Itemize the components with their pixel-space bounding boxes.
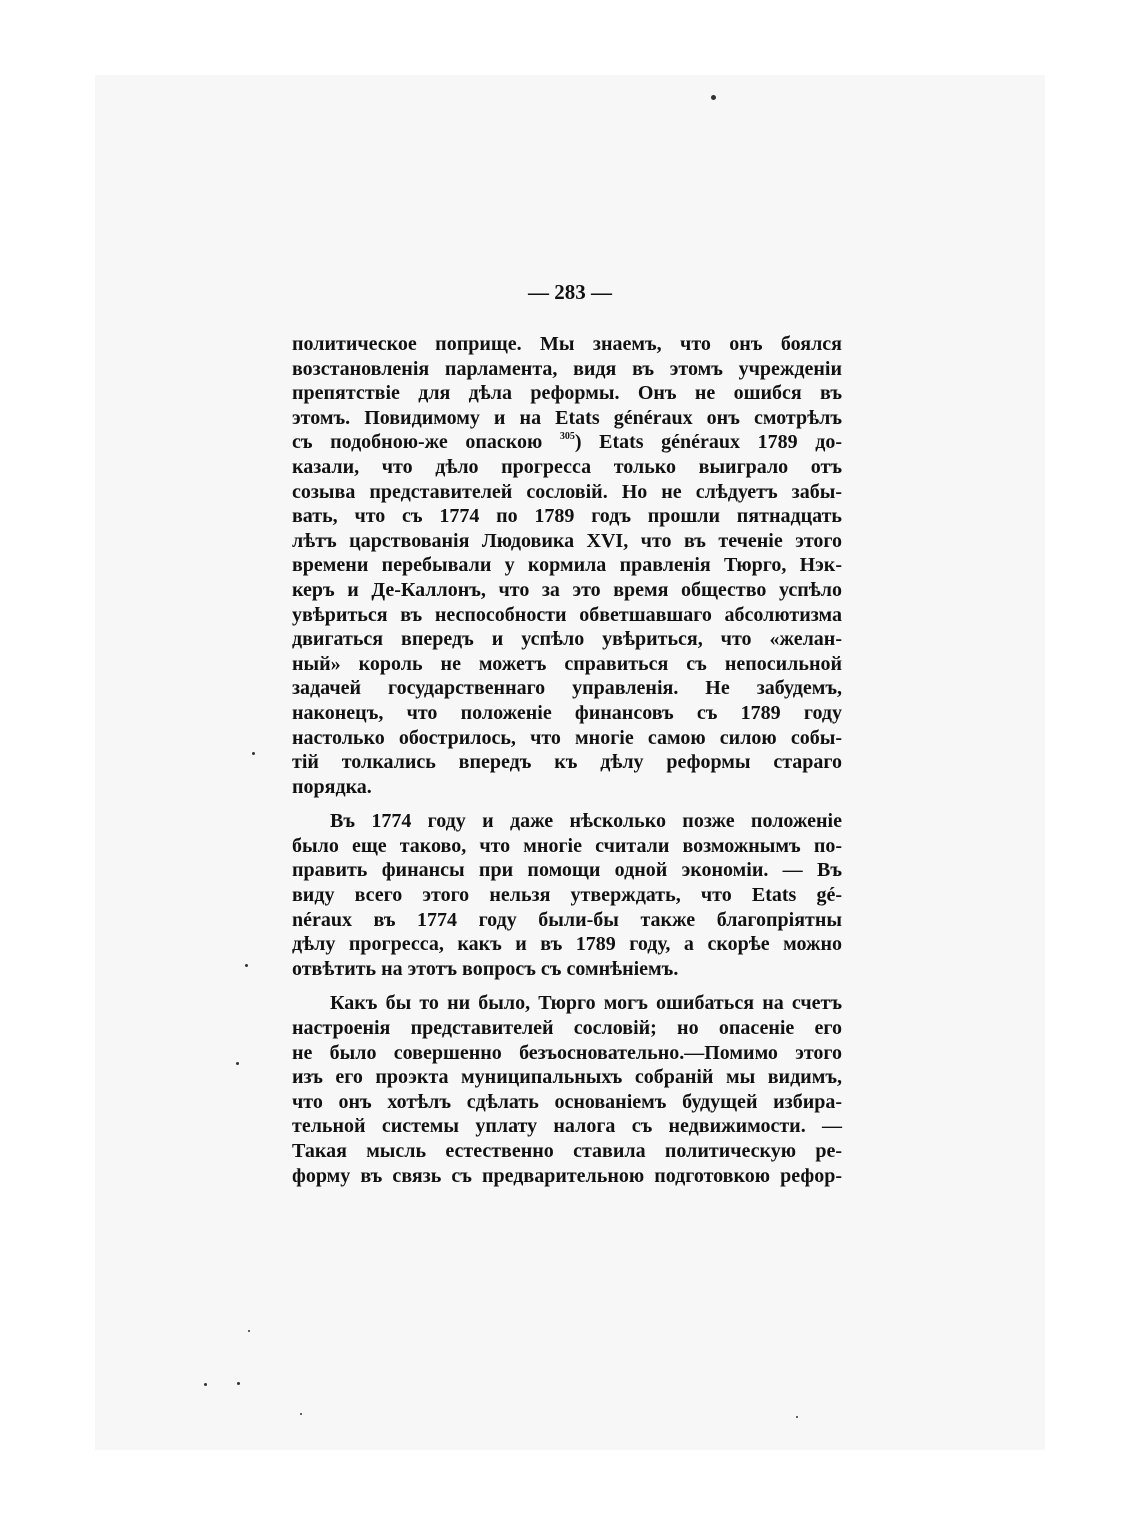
- text-line: лѣтъ царствованія Людовика XVI, что въ теченіе этого: [292, 529, 842, 552]
- text-line: настолько обострилось, что многіе самою силою собы-: [292, 726, 842, 749]
- print-speck: [300, 1413, 302, 1415]
- text-line: политическое поприще. Мы знаемъ, что онъ боялся: [292, 333, 842, 355]
- text-line: было еще таково, что многіе считали возможнымъ по-: [292, 834, 842, 857]
- text-line: Въ 1774 году и даже нѣсколько позже положеніе: [330, 810, 842, 833]
- text-line: не было совершенно безъосновательно.—Помимо этого: [292, 1041, 842, 1064]
- text-line: что онъ хотѣлъ сдѣлать основаніемъ будущей избира-: [292, 1090, 842, 1113]
- text-line-with-footnote: [292, 430, 842, 455]
- text-line: отвѣтить на этотъ вопросъ съ сомнѣніемъ.: [292, 957, 679, 980]
- text-line: настроенія представителей сословій; но опасеніе его: [292, 1017, 842, 1040]
- text-line: néraux въ 1774 году были-бы также благопріятны: [292, 908, 842, 931]
- text-line: увѣриться въ неспособности обветшавшаго абсолютизма: [292, 603, 842, 626]
- text-fragment: ) Etats généraux 1789 до-: [574, 431, 842, 454]
- text-line: препятствіе для дѣла реформы. Онъ не ошибся въ: [292, 382, 842, 405]
- text-line: двигаться впередъ и успѣло увѣриться, что «желан-: [292, 628, 842, 651]
- paragraph: [292, 332, 842, 799]
- text-line: дѣлу прогресса, какъ и въ 1789 году, а скорѣе можно: [292, 933, 842, 956]
- paragraph: [292, 809, 842, 981]
- text-line: править финансы при помощи одной экономіи. — Въ: [292, 859, 842, 882]
- print-speck: [237, 1382, 240, 1385]
- text-line: виду всего этого нельзя утверждать, что Etats gé-: [292, 884, 842, 907]
- print-speck: [252, 752, 255, 755]
- text-line: созыва представителей сословій. Но не слѣдуетъ забы-: [292, 480, 842, 503]
- text-line: Какъ бы то ни было, Тюрго могъ ошибаться на счетъ: [330, 992, 842, 1015]
- text-line: наконецъ, что положеніе финансовъ съ 1789 году: [292, 701, 842, 724]
- text-line: ный» король не можетъ справиться съ непосильной: [292, 652, 842, 675]
- paragraph: [292, 991, 842, 1188]
- page-number: — 283 —: [528, 280, 612, 304]
- text-line: форму въ связь съ предварительною подготовкою рефор-: [292, 1164, 842, 1187]
- text-line: этомъ. Повидимому и на Etats généraux онъ смотрѣлъ: [292, 406, 842, 429]
- text-fragment: съ подобною-же опаскою: [292, 431, 543, 454]
- text-line: задачей государственнаго управленія. Не забудемъ,: [292, 677, 842, 700]
- print-speck: [796, 1416, 798, 1418]
- text-line: времени перебывали у кормила правленія Тюрго, Нэк-: [292, 554, 842, 577]
- text-line: тій толкались впередъ къ дѣлу реформы стараго: [292, 751, 842, 774]
- text-line: керъ и Де-Каллонъ, что за это время общество успѣло: [292, 578, 842, 601]
- print-speck: [236, 1062, 239, 1065]
- text-line: возстановленія парламента, видя въ этомъ учрежденіи: [292, 357, 842, 380]
- print-speck: [711, 95, 716, 100]
- footnote-reference: 305: [559, 431, 575, 443]
- text-line: Такая мысль естественно ставила политическую ре-: [292, 1140, 842, 1162]
- print-speck: [204, 1383, 207, 1386]
- text-line: тельной системы уплату налога съ недвижимости. —: [292, 1115, 842, 1138]
- print-speck: [248, 1330, 250, 1332]
- text-line: вать, что съ 1774 по 1789 годъ прошли пятнадцать: [292, 505, 842, 528]
- text-line: порядка.: [292, 775, 372, 798]
- text-line: казали, что дѣло прогресса только выиграло отъ: [292, 455, 842, 478]
- body-text: [292, 332, 842, 1188]
- print-speck: [245, 964, 248, 967]
- text-line: изъ его проэкта муниципальныхъ собраній мы видимъ,: [292, 1066, 842, 1089]
